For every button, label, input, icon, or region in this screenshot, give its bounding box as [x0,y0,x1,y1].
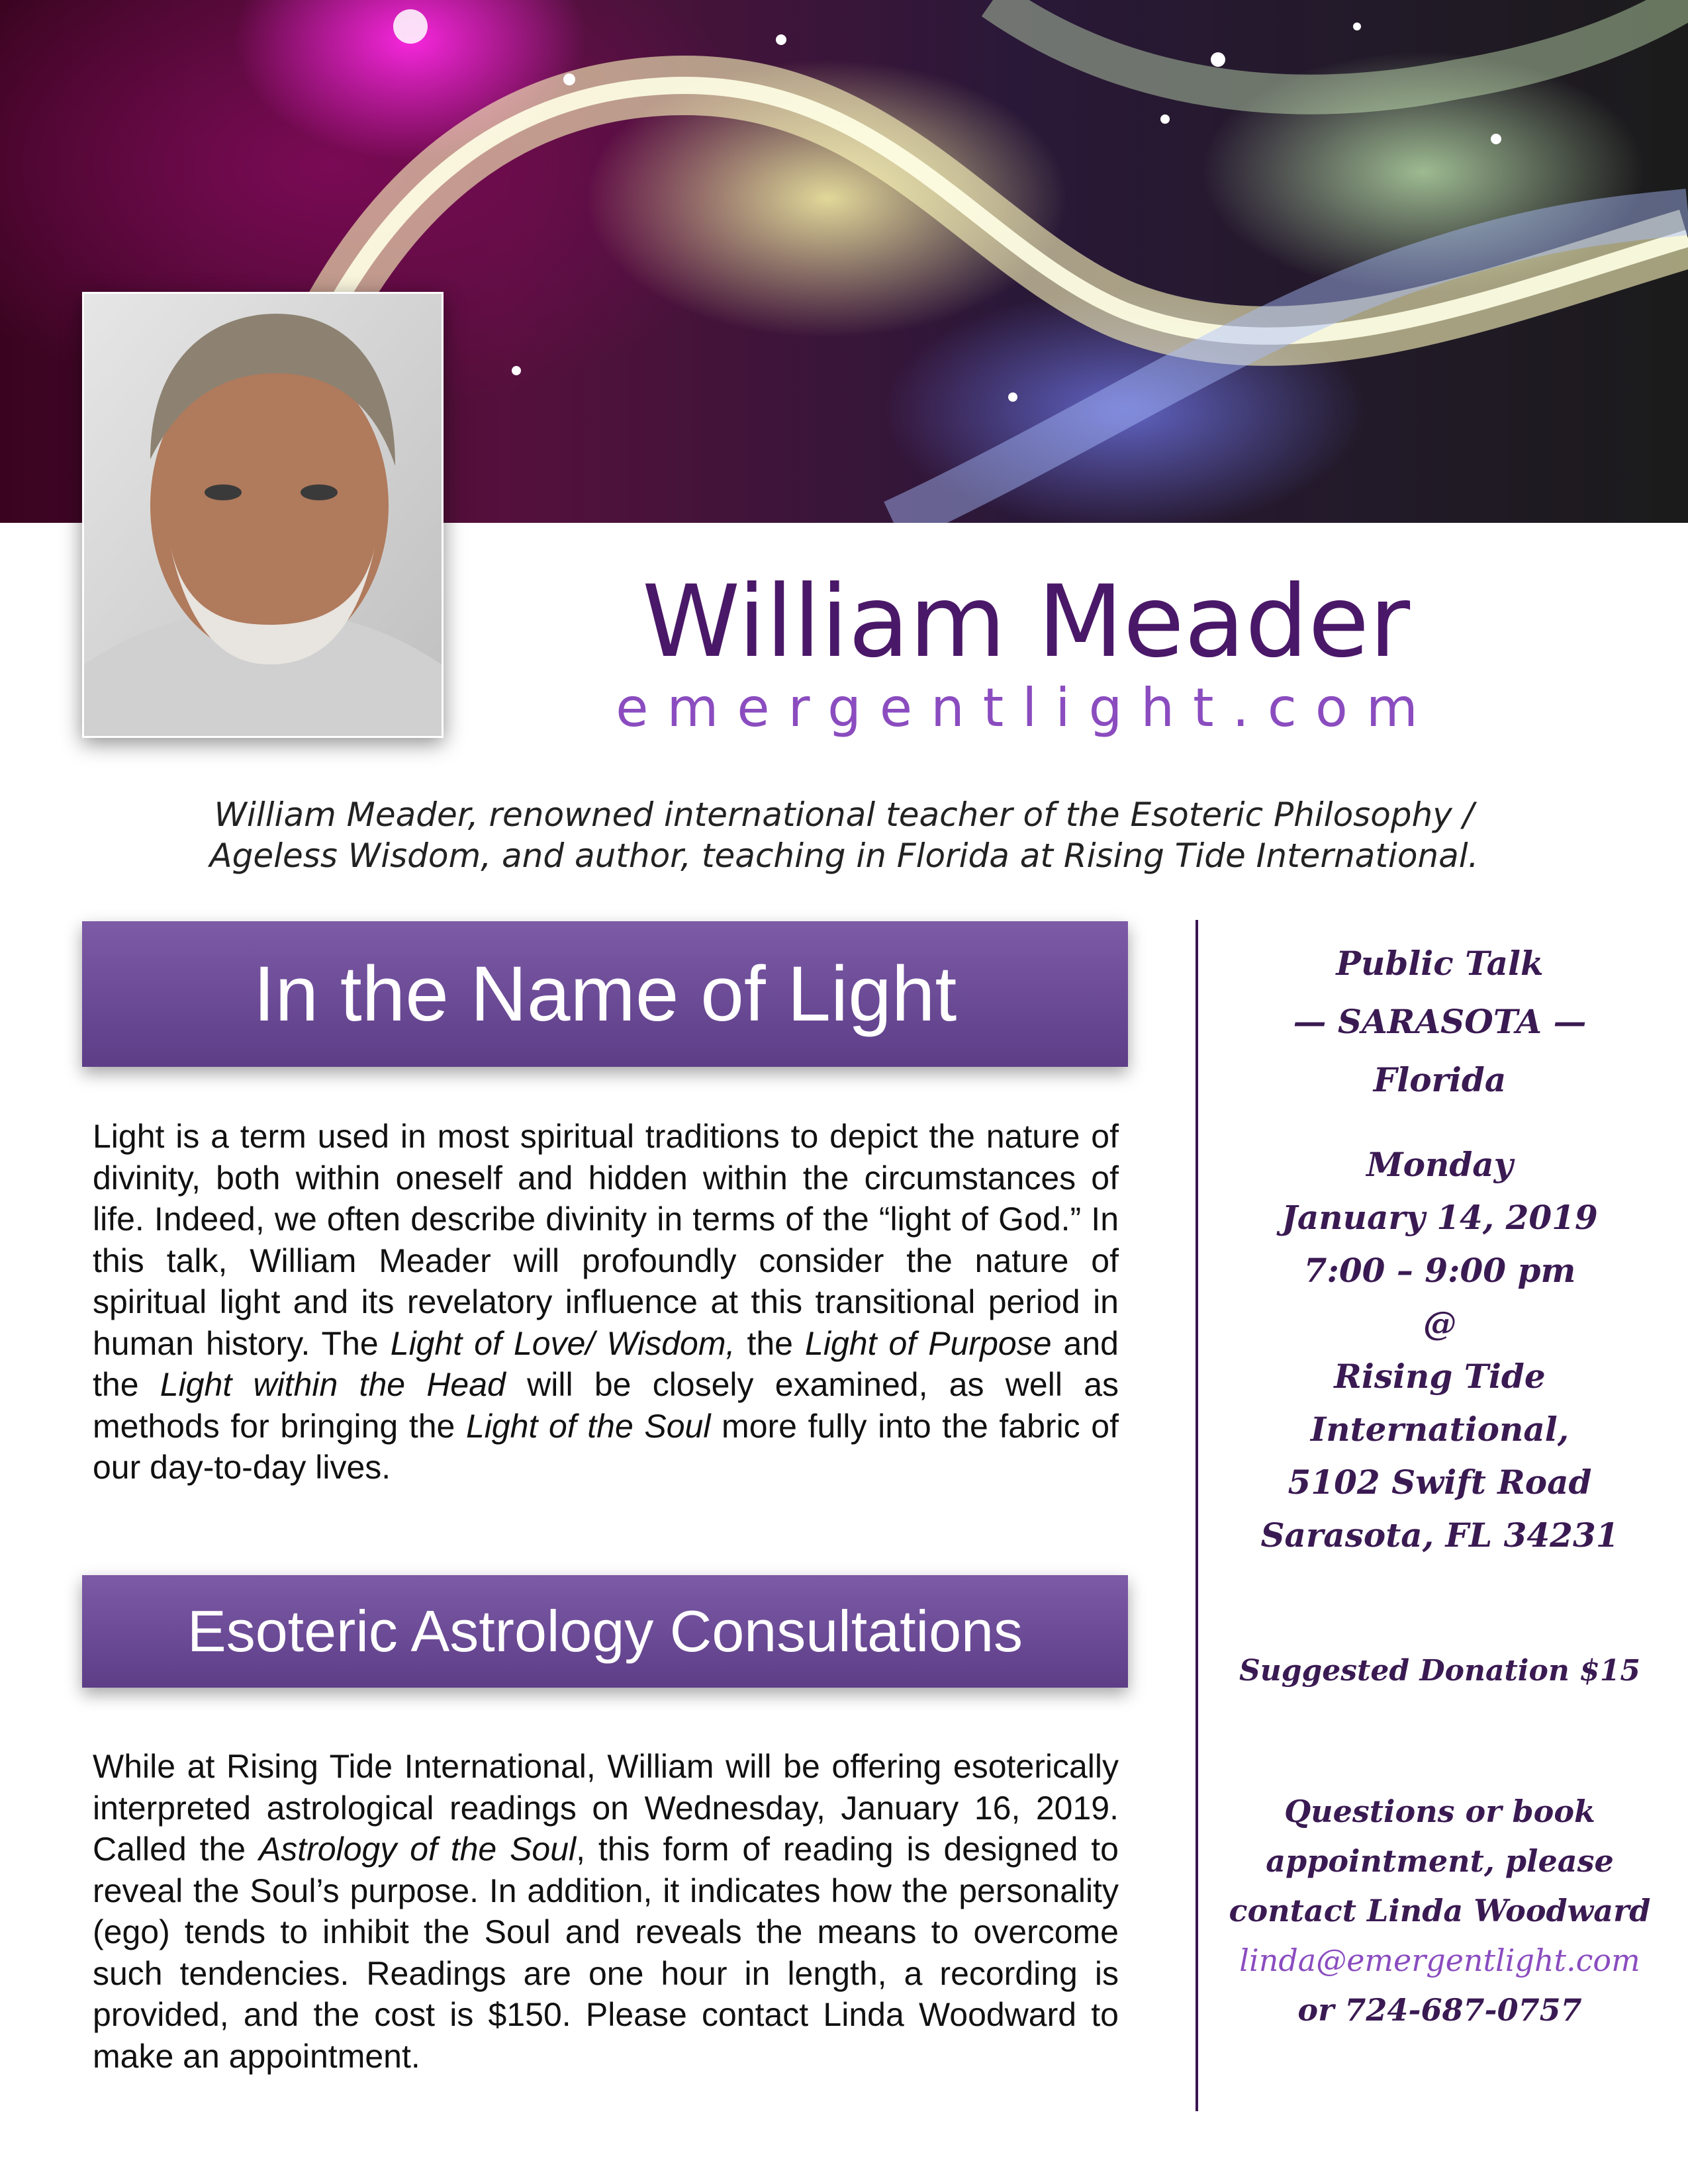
text-run-italic: Light of Love/ Wisdom, [390,1324,735,1362]
venue-line: International, [1310,1410,1570,1449]
text-run: the [735,1324,806,1362]
contact-block [1225,1787,1655,2035]
contact-email-link[interactable]: linda@emergentlight.com [1239,1942,1640,1978]
text-run: more fully into the fabric of our day-to-day lives. [93,1407,1119,1486]
section-title-light: In the Name of Light [82,921,1128,1067]
event-day: Monday [1366,1145,1513,1184]
event-details-block [1225,1138,1655,1562]
section-title-astrology: Esoteric Astrology Consultations [82,1575,1128,1688]
event-date: January 14, 2019 [1282,1198,1598,1237]
text-run: , this form of reading is designed to reveal the Soul’s purpose. In addition, it indicates how the personality (ego) tends to inhibit the Soul and reveals the means to overcome such tendencies. Readings are one hour in length, a recording is provided, and the cost is $150. Please contact Linda Woodward to make an appointment. [93,1831,1119,2075]
event-state: Florida [1373,1060,1507,1099]
consultation-description [93,1746,1119,2077]
event-at: @ [1423,1304,1456,1343]
intro-line: William Meader, renowned international teacher of the Esoteric Philosophy / [214,796,1474,834]
text-run-italic: Astrology of the Soul [258,1831,577,1868]
contact-phone: or 724-687-0757 [1297,1992,1582,2028]
contact-line: Questions or book [1284,1794,1595,1829]
contact-line: appointment, please [1266,1843,1614,1879]
suggested-donation: Suggested Donation $15 [1239,1654,1640,1688]
text-run-italic: Light of Purpose [805,1324,1052,1362]
event-city: — SARASOTA — [1293,1002,1587,1041]
text-run-italic: Light within the Head [160,1366,506,1403]
event-type: Public Talk [1336,944,1544,983]
website-label: emergentlight.com [616,677,1436,739]
intro-text [106,794,1582,876]
event-location-block [1225,934,1655,1109]
speaker-name: William Meader [641,565,1411,680]
text-run-italic: Light of the Soul [465,1407,711,1445]
contact-line: contact Linda Woodward [1229,1893,1651,1929]
venue-line: Rising Tide [1334,1357,1546,1396]
column-divider [1196,920,1198,2111]
address-line: 5102 Swift Road [1288,1463,1592,1502]
text-run: Light is a term used in most spiritual traditions to depict the nature of divinity, both within oneself and hidden within the circumstances of life. Indeed, we often describe divinity in terms of the “light of God.” In this talk, William Meader will profoundly consider the nature of spiritual light and its revelatory influence at this transitional period in human history. The [93,1118,1119,1362]
portrait-photo [82,292,444,738]
address-line: Sarasota, FL 34231 [1260,1516,1619,1555]
intro-line: Ageless Wisdom, and author, teaching in Florida at Rising Tide International. [209,837,1479,875]
text-run: While at Rising Tide International, William will be offering esoterically interpreted astrological readings on Wednesday, January 16, 2019. Called the [93,1748,1119,1868]
event-time: 7:00 – 9:00 pm [1303,1251,1576,1290]
text-run: and the [93,1324,1119,1403]
text-run: will be closely examined, as well as methods for bringing the [93,1366,1119,1445]
talk-description [93,1116,1119,1488]
